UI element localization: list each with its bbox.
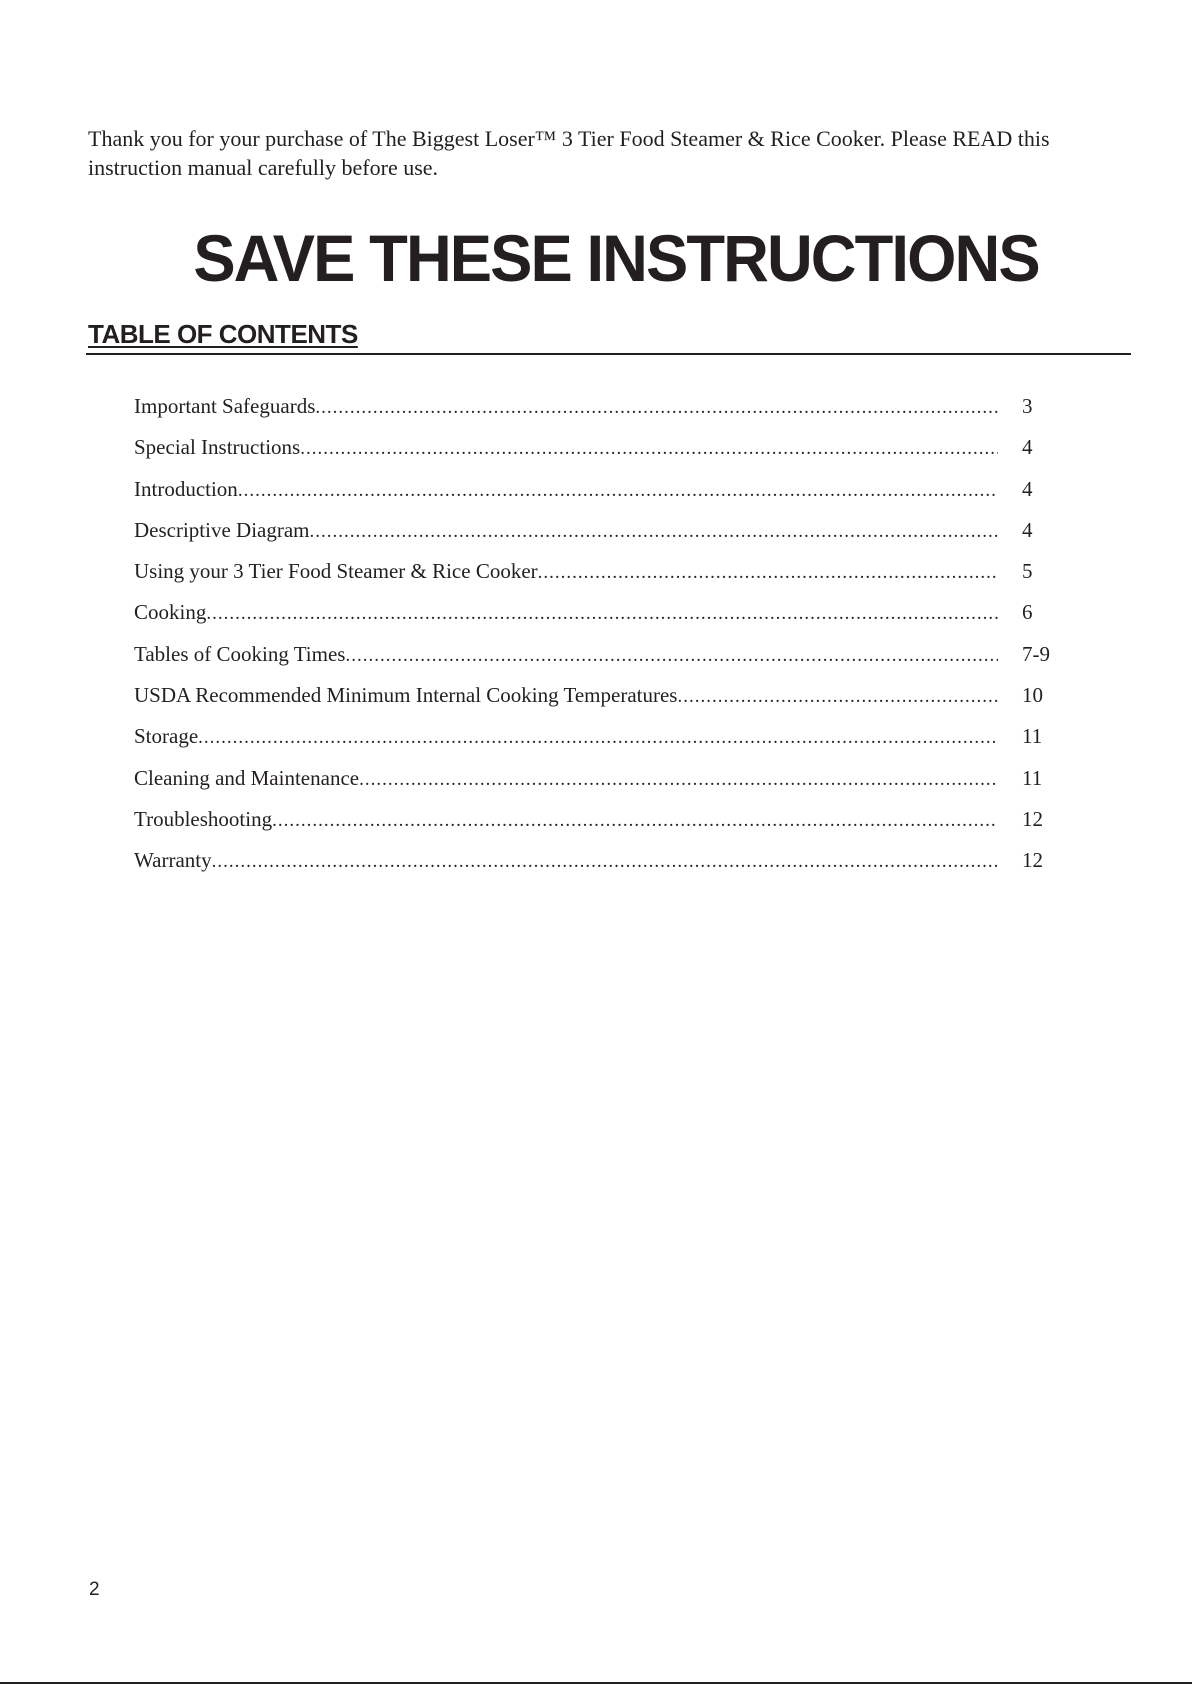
toc-entry-title: USDA Recommended Minimum Internal Cooking Temperatures [134,683,678,708]
toc-entry-title: Descriptive Diagram [134,517,310,542]
toc-divider [86,353,1131,355]
toc-dot-leader [538,561,998,585]
toc-entry-storage [134,724,1064,765]
page-bottom-edge [0,1682,1192,1684]
toc-entry-title: Cooking [134,600,207,625]
toc-entry-important-safeguards [134,394,1064,435]
toc-dot-leader [272,809,998,833]
toc-entry-title: Warranty [134,848,212,873]
toc-entry-descriptive-diagram [134,518,1064,559]
toc-dot-leader [206,602,998,626]
toc-entry-title: Using your 3 Tier Food Steamer & Rice Cooker [134,559,538,584]
toc-entry-page: 11 [1022,765,1043,790]
toc-dot-leader [212,850,998,874]
toc-entry-title: Introduction [134,476,238,501]
toc-list [134,394,1064,890]
toc-dot-leader [310,520,998,544]
toc-entry-warranty [134,848,1064,889]
toc-entry-title: Special Instructions [134,435,301,460]
toc-entry-page: 11 [1022,724,1043,749]
toc-entry-title: Cleaning and Maintenance [134,765,360,790]
toc-entry-page: 5 [1022,559,1033,584]
toc-dot-leader [359,768,998,792]
intro-paragraph: Thank you for your purchase of The Biggest Loser™ 3 Tier Food Steamer & Rice Cooker. Please READ this instruction manual carefully before use. [88,126,1050,180]
toc-entry-usda-temperatures [134,683,1064,724]
toc-heading: TABLE OF CONTENTS [88,319,358,349]
toc-entry-cooking [134,600,1064,641]
toc-dot-leader [238,479,998,503]
toc-dot-leader [315,396,998,420]
toc-entry-cleaning [134,766,1064,807]
toc-entry-title: Storage [134,724,199,749]
toc-entry-page: 10 [1022,683,1043,708]
toc-entry-page: 12 [1022,848,1043,873]
toc-entry-page: 4 [1022,517,1033,542]
toc-entry-page: 12 [1022,806,1043,831]
toc-entry-introduction [134,477,1064,518]
toc-entry-page: 6 [1022,600,1033,625]
toc-dot-leader [300,437,998,461]
save-instructions-headline: SAVE THESE INSTRUCTIONS [193,221,1039,295]
page-number: 2 [89,1579,100,1600]
toc-entry-using-steamer [134,559,1064,600]
toc-entry-troubleshooting [134,807,1064,848]
toc-dot-leader [345,644,998,668]
toc-entry-page: 4 [1022,476,1033,501]
toc-entry-title: Tables of Cooking Times [134,641,346,666]
toc-entry-page: 7-9 [1022,641,1050,666]
toc-entry-title: Troubleshooting [134,806,273,831]
toc-entry-special-instructions [134,435,1064,476]
toc-entry-page: 3 [1022,394,1033,418]
toc-entry-cooking-times [134,642,1064,683]
toc-entry-title: Important Safeguards [134,394,316,418]
toc-entry-page: 4 [1022,435,1033,460]
toc-dot-leader [677,685,998,709]
toc-dot-leader [198,726,998,750]
